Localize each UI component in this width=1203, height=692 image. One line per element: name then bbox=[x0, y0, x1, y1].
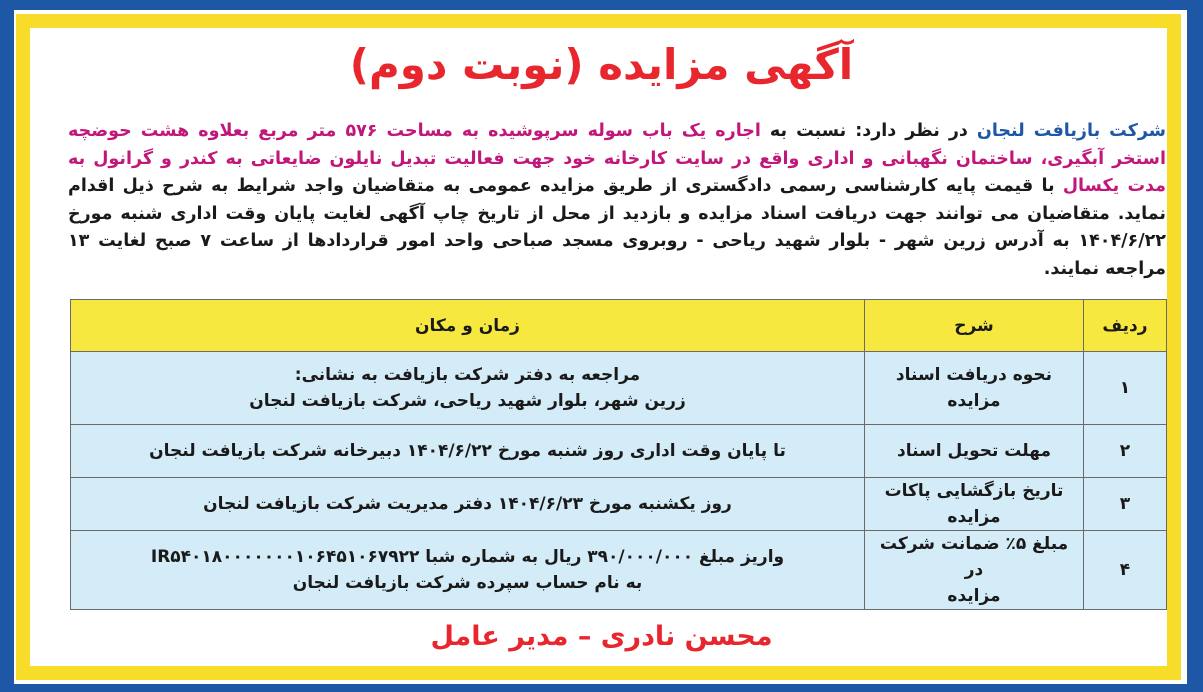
row-description: تاریخ بازگشایی پاکات مزایده bbox=[865, 478, 1084, 531]
row-description: نحوه دریافت اسناد مزایده bbox=[865, 352, 1084, 425]
intro-text-1: در نظر دارد: نسبت به bbox=[760, 121, 977, 141]
row-time-place: تا پایان وقت اداری روز شنبه مورخ ۱۴۰۴/۶/۲۲ دبیرخانه شرکت بازیافت لنجان bbox=[71, 425, 865, 478]
time-place-line: به نام حساب سپرده شرکت بازیافت لنجان bbox=[292, 573, 643, 593]
time-place-line: زرین شهر، بلوار شهید ریاحی، شرکت بازیافت لنجان bbox=[249, 391, 686, 411]
time-place-line: واریز مبلغ ۳۹۰/۰۰۰/۰۰۰ ریال به شماره شبا IR۵۴۰۱۸۰۰۰۰۰۰۰۱۰۶۴۵۱۰۶۷۹۲۲ bbox=[150, 547, 785, 567]
table-row bbox=[71, 352, 1167, 425]
header-row-number: ردیف bbox=[1084, 300, 1167, 352]
table-row bbox=[71, 478, 1167, 531]
auction-table bbox=[70, 299, 1167, 610]
intro-text-2: با قیمت پایه کارشناسی رسمی دادگستری از طریق مزایده عمومی به متقاضیان واجد شرایط به شرح ذیل اقدام نماید. متقاضیان می توانند جهت دریافت اسناد مزایده و بازدید از محل از تاریخ چاپ آگهی لغایت پایان وقت اداری شنبه مورخ ۱۴۰۴/۶/۲۲ به آدرس زرین شهر - بلوار شهید ریاحی - روبروی مسجد صباحی واحد امور قراردادها از ساعت ۷ صبح لغایت ۱۳ مراجعه نمایند. bbox=[68, 176, 1166, 279]
header-description: شرح bbox=[865, 300, 1084, 352]
row-time-place bbox=[71, 352, 865, 425]
description-line: مزایده bbox=[947, 586, 1001, 606]
row-number: ۳ bbox=[1084, 478, 1167, 531]
row-description bbox=[865, 531, 1084, 610]
row-description: مهلت تحویل اسناد bbox=[865, 425, 1084, 478]
company-name: شرکت بازیافت لنجان bbox=[976, 121, 1166, 141]
notice-intro bbox=[68, 118, 1166, 283]
table-row bbox=[71, 425, 1167, 478]
description-line: مبلغ ۵٪ ضمانت شرکت در bbox=[879, 534, 1069, 580]
row-time-place bbox=[71, 531, 865, 610]
row-time-place: روز یکشنبه مورخ ۱۴۰۴/۶/۲۳ دفتر مدیریت شرکت بازیافت لنجان bbox=[71, 478, 865, 531]
header-time-place: زمان و مکان bbox=[71, 300, 865, 352]
intro-highlight: اجاره یک باب سوله سرپوشیده به مساحت ۵۷۶ متر مربع بعلاوه هشت حوضچه استخر آبگیری، ساختمان نگهبانی و اداری واقع در سایت کارخانه خود جهت فعالیت تبدیل نایلون ضایعاتی به کندر و گرانول به مدت یکسال bbox=[68, 121, 1166, 196]
table-header-row bbox=[71, 300, 1167, 352]
table-row bbox=[71, 531, 1167, 610]
time-place-line: مراجعه به دفتر شرکت بازیافت به نشانی: bbox=[294, 365, 641, 385]
row-number: ۱ bbox=[1084, 352, 1167, 425]
signature: محسن نادری – مدیر عامل bbox=[430, 621, 773, 652]
row-number: ۲ bbox=[1084, 425, 1167, 478]
notice-title: آگهی مزایده (نوبت دوم) bbox=[349, 40, 854, 89]
row-number: ۴ bbox=[1084, 531, 1167, 610]
